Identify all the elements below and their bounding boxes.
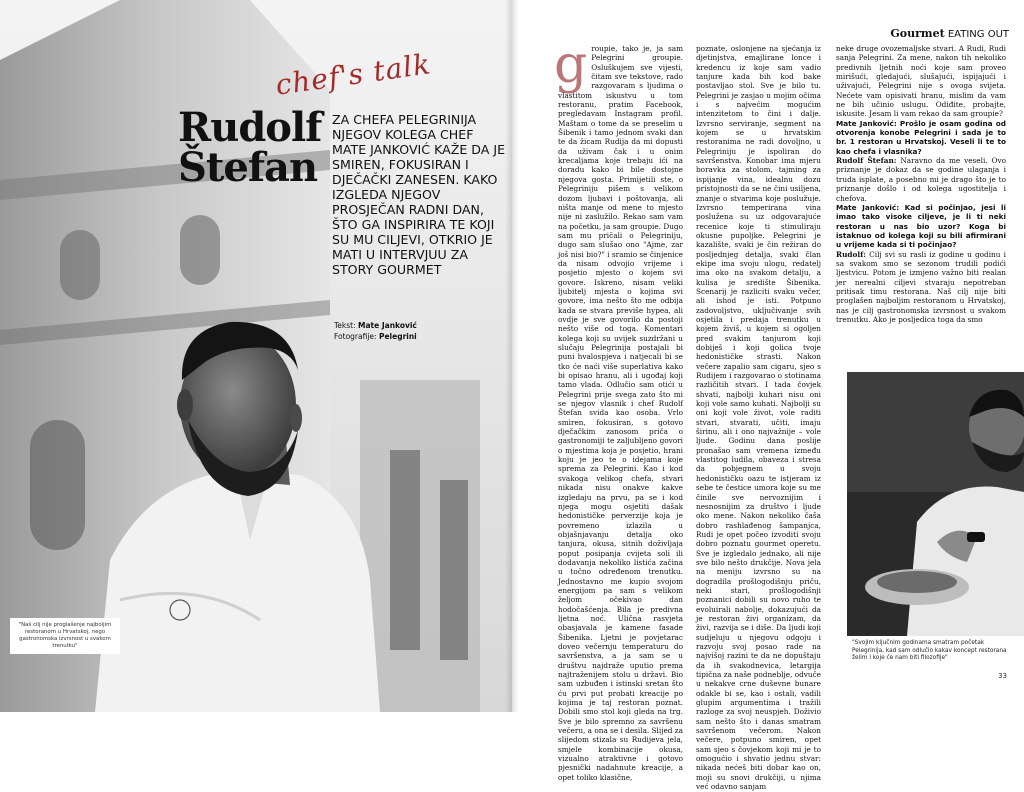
answer-2-label: Rudolf: — [836, 249, 866, 259]
photo-credit-author: Pelegrini — [378, 332, 417, 341]
answer-1-text: Naravno da me veseli. Ovo priznanje je dokaz da se godine ulaganja i truda isplate, a posebno mi je drago što je to priznanje došlo i od kolega ugostitelja i chefova. — [836, 156, 1006, 203]
header-section: EATING OUT — [947, 29, 1009, 40]
article-column-1 — [554, 35, 683, 782]
left-page — [0, 0, 512, 712]
chefs-talk-kicker: chef's talk — [273, 47, 434, 102]
headline-last-name: Štefan — [178, 144, 318, 191]
lead-paragraph: ZA CHEFA PELEGRINIJA NJEGOV KOLEGA CHEF MATE JANKOVIĆ KAŽE DA JE SMIREN, FOKUSIRAN I DJEČAČKI ZANESEN. KAKO IZGLEDA NJEGOV PROSJEČAN RADNI DAN, ŠTO GA INSPIRIRA TE KOJI SU MU CILJEVI, OTKRIO JE MATI U INTERVJUU ZA STORY GOURMET — [332, 112, 506, 277]
page-number: 33 — [998, 672, 1007, 680]
chef-plating-photo — [847, 372, 1024, 636]
interview-question-2: Mate Janković: Kad si počinjao, jesi li imao tako visoke ciljeve, je li ti neki restoran u nas bio uzor? Koga bi istaknuo od kolega koji su bili afirmirani u vrijeme kada si ti počinjao? — [836, 202, 1006, 250]
photo-credit-label: Fotografije: — [334, 332, 377, 341]
answer-1-label: Rudolf Štefan: — [836, 156, 897, 166]
interview-answer-2 — [836, 250, 1006, 325]
column-1-text: roupie, tako je, ja sam Pelegrini groupie. Osluškujem sve vijesti, čitam sve tekstove, rado razgovaram s ljudima o vlastitom iskustvu u tom restoranu, pratim Facebook, pregledavam Instagram profil. Maštam o tome da se preselim u Šibenik i tamo jednom svaki dan te da žicam Rudija da mi dopusti da uživam čak i u onim krecaljama koje trebaju ići na doradu kako bi bile dostojne njegova gosta. Primijetili ste, o Pelegriniju pišem s velikom dozom ljubavi i poštovanja, ali ništa manje od mene to mjesto nije ni zaslužilo. Rekao sam vam na početku, ja sam groupie. Dugo sam mu pričali o Pelegriniju, dugo sam slušao ono "Ajme, zar još nisi bio?" i sramio se činjenice da nisam odvojio vrijeme i posjetio mjesto o kojem svi govore. Iskreno, nisam veliki ljubitelj mjesta o kojima svi govore, ima nešto što me odbija kada se stvara previše hypea, ali ovdje je sve govorilo da postoji nešto više od toga. Komentari kolega koji su uvijek suzdržani u slučaju Pelegrinija postajali bi puni hvalospjeva i natjecali bi se tko će naći više superlativa kako bi opisao hranu, ali i ugođaj koji tamo vlada. Odlučio sam otići u Pelegrini prije svega zato što mi se njegov vlasnik i chef Rudolf Štefan svida kao osoba. Vrlo smiren, fokusiran, s gotovo dječačkim zanosom priča o gastronomiji te zaljubljeno govori o mjestima koja je posjetio, hrani koju je jeo te o idejama koje sprema za Pelegrini. Kao i kod svakoga velikog chefa, stvari nikada nisu onakve kakve izgledaju na prvu, pa se i kod njega mogu osjetiti dašak hedonističke perverzije koja je povremeno izlazila u objašnjavanju detalja oko tanjura, okusa, sitnih doživljaja poput posipanja cvijeta soli ili dodavanja nekoliko listića začina u točno određenom trenutku. Jednostavno me kupio svojom energijom pa sam s velikom željom očekivao dan hodočašćenja. Bila je predivna ljetna noć. Ulična rasvjeta obasjavala je kamene fasade Šibenika. Ljetni je povjetarac doveo večernju temperaturu do savršenstva, a ja sam se u društvu najdraže uputio prema najtraženijem stolu u državi. Bio sam uzbuđen i istinski sretan što ću prvi put probati kreacije po kojima je taj restoran poznat. Dobili smo stol koji gleda na trg. Sve je bilo spremno za savršenu večeru, a ona se i desila. Slijed za slijedom stizala su Rudijeva jela, smjele kombinacije okusa, vizualno atraktivne i gotovo pjesnički nadahnute kreacije, a opet toliko klasične, — [558, 44, 683, 782]
text-credit — [334, 320, 417, 331]
text-credit-label: Tekst: — [334, 321, 356, 330]
drop-cap: g — [554, 35, 588, 95]
article-credits — [334, 320, 417, 342]
answer-2-text: Cilj svi su rasli iz godine u godinu i sa svakom smo se sezonom trudili podići ljestvicu. Potom je izmjeno važno biti realan jer nerealni ciljevi stvaraju nepotreban pritisak timu restorana. Naš cilj nije biti proglašen najboljim restoranom u Hrvatskoj, nas je cilj gastronomska izvrsnost u svakom trenutku. Ako je posljedica toga da smo — [836, 249, 1006, 324]
photo-credit — [334, 331, 417, 342]
headline-first-name: Rudolf — [178, 104, 322, 151]
chef-name-headline — [178, 104, 322, 191]
interview-answer-1 — [836, 156, 1006, 203]
text-credit-author: Mate Janković — [358, 321, 417, 330]
section-header — [890, 27, 1009, 40]
spine-gutter — [505, 0, 519, 712]
article-column-2 — [696, 44, 821, 792]
interview-question-1: Mate Janković: Prošlo je osam godina od otvorenja konobe Pelegrini i sada je to br. 1 restoran u Hrvatskoj. Veseli li te to kao chefa i vlasnika? — [836, 118, 1006, 156]
header-brand: Gourmet — [890, 27, 945, 40]
pull-quote-box: "Naš cilj nije proglašenje najboljim restoranom u Hrvatskoj, nego gastronomska izvrsnost u svakom trenutku" — [10, 618, 120, 654]
right-page — [512, 0, 1024, 792]
article-column-3 — [836, 44, 1006, 362]
column-2-text: poznate, oslonjene na sjećanja iz djetinjstva, emajlirane lonce i kredencu iz koje sam vadio tanjure kada bih kod bake postavljao stol. Sve je bilo tu. Pelegrini je zasjao u mojim očima i s najvećim mogućim intenzitetom to čini i dalje. Izvrsno serviranje, segment na kojem se u hrvatskim restoranima ne radi dovoljno, u Pelegriniju je ispoliran do savršenstva. Konobar ima mjeru boravka za stolom, tajming za ispijanje vina, idealnu dozu pristojnosti da se ne čini usiljena, znanje o stvarima koje poslužuje. Izvrsno temperirana vina poslužena su uz odgovarajuće recenice koje ti stimuliraju okusne pupoljke. Pelegrini je kazalište, svaki je čin režiran do posljednjeg detalja, svaki član ekipe ima svoju ulogu, redatelj ima oko na svakom detalju, a kulisa je središte Šibenika. Scenarij je razliciti svaku večer, ali ishod je isti. Potpuno zadovoljstvo, uključivanje svih osjetila i predaja trenutku u kojem živiš, u kojem si ogoljen pred svakim tanjurom koji dobiješ i koji golica tvoje hedonističke strasti. Nakon večere zapalio sam cigaru, sjeo s Rudijem i razgovarao o stotinama različitih stvari. I tada čovjek shvati, najbolji kuhari nisu oni koji vole samo kuhati. Najbolji su oni koji vole život, vole raditi stvari, stvarati, učiti, imaju širinu, ali i ono najvažnije – vole ljude. Godinu dana poslije pronašao sam vremena između vlastitog ludila, obaveza i stresa da pobjegnem u svoju hedonističku oazu te istjeram iz sebe te čestice umora koje su me činile sve nervoznijim i nesnosnijim za društvo i ljude oko mene. Nakon nekoliko čaša dobro rashlađenog šampanjca, Rudi je opet počeo izvoditi svoju dobro poznatu gourmet operetu. Sve je izgledalo jednako, ali nije sve bilo nešto drukčije. Nova jela na meniju izvrsno su na dogradila prošlogodišnju priču, neki stari, prošlogodišnji poznanici dobili su novo ruho te evoluirali nabolje, dokazujući da je restoran živi organizam, da živi, razvija se i diše. Da ljudi koji sudjeluju u njegovu odgoju i razvoju svoj posao rade na najvišoj razini te da ne dopuštaju da ih svakodnevica, letargija tipična za naše podneblje, odvuče u nekakve crne duševne bunare odakle bi se, kao i ostali, vadili glupim argumentima i tražili razloge za svoj neuspjeh. Doživio sam nešto što i danas smatram savršenom večerom. Nakon večere, potpuno smiren, opet sam sjeo s čovjekom koji mi je to omogućio i shvatio jednu stvar: nikada nećeš biti dobar kao on, moji su snovi drukčiji, u njima već odavno sanjam — [696, 44, 821, 792]
photo-caption: "Svojim ključnim godinama smatram početak Pelegrinija, kad sam odlučio kakav koncept restorana želim i koje će nam biti filozofije" — [852, 640, 1007, 661]
column-3-intro: neke druge ovozemaljske stvari. A Rudi, Rudi sanja Pelegrini. Za mene, nakon tih nekoliko predivnih ljetnih noći koje sam proveo mirišući, gledajući, slušajući, ispijajući i uživajući, Pelegrini nije s ovoga svijeta. Nećete vam opisivati hranu, mislim da vam ne bih učinio uslugu. Odiđite, probajte, iskusite. Jesam li vam rekao da sam groupie? — [836, 44, 1006, 119]
